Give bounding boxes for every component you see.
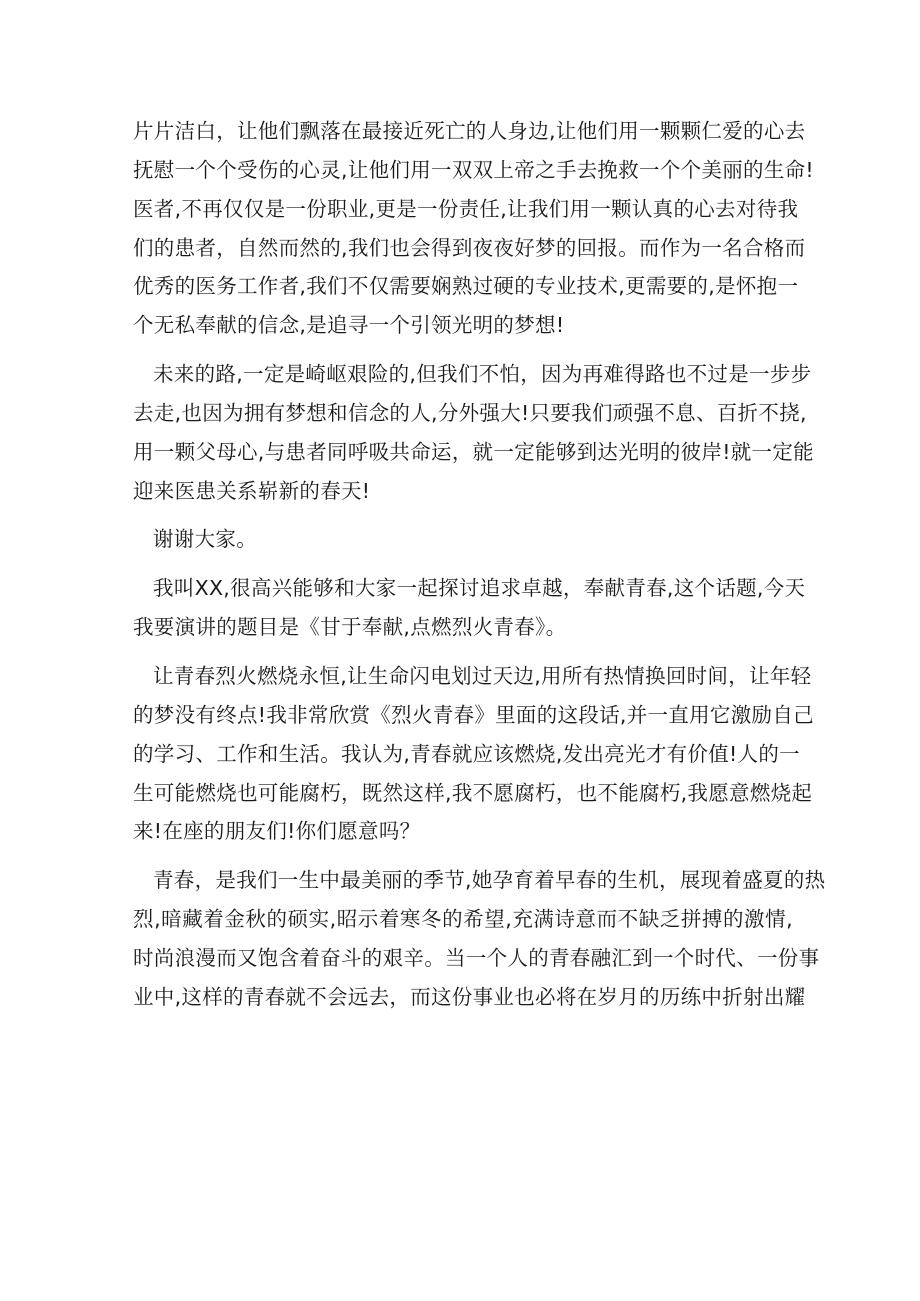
text-line: 们的患者，自然而然的,我们也会得到夜夜好梦的回报。而作为一名合格而 xyxy=(133,235,806,260)
paragraph xyxy=(133,861,826,1016)
paragraph xyxy=(133,520,793,559)
text-line: 优秀的医务工作者,我们不仅需要娴熟过硬的专业技术,更需要的,是怀抱一 xyxy=(133,274,799,299)
text-line: 的学习、工作和生活。我认为,青春就应该燃烧,发出亮光才有价值!人的一 xyxy=(133,741,800,766)
text-line: 去走,也因为拥有梦想和信念的人,分外强大!只要我们顽强不息、百折不挠, xyxy=(133,400,807,425)
text-line: 时尚浪漫而又饱含着奋斗的艰辛。当一个人的青春融汇到一个时代、一份事 xyxy=(133,945,820,970)
text-line: 生可能燃烧也可能腐朽，既然这样,我不愿腐朽，也不能腐朽,我愿意燃烧起 xyxy=(133,780,813,805)
text-line: 业中,这样的青春就不会远去，而这份事业也必将在岁月的历练中折射出耀 xyxy=(133,984,806,1009)
text-line: 让青春烈火燃烧永恒,让生命闪电划过天边,用所有热情换回时间，让年轻 xyxy=(153,663,812,688)
paragraph xyxy=(133,657,814,851)
text-line: 烈,暗藏着金秋的硕实,昭示着寒冬的希望,充满诗意而不缺乏拼搏的激情, xyxy=(133,907,793,932)
text-line: 迎来医患关系崭新的春天! xyxy=(133,478,371,503)
text-line: 医者,不再仅仅是一份职业,更是一份责任,让我们用一颗认真的心去对待我 xyxy=(133,196,799,221)
text-line: 的梦没有终点!我非常欣赏《烈火青春》里面的这段话,并一直用它激励自己 xyxy=(133,702,814,727)
paragraph xyxy=(133,569,806,647)
paragraph xyxy=(133,112,814,345)
text-line: 未来的路,一定是崎岖艰险的,但我们不怕，因为再难得路也不过是一步步 xyxy=(153,362,812,387)
text-line: 我叫XX,很高兴能够和大家一起探讨追求卓越，奉献青春,这个话题,今天 xyxy=(153,576,806,601)
text-line: 谢谢大家。 xyxy=(153,527,257,552)
text-line: 青春，是我们一生中最美丽的季节,她孕育着早春的生机，展现着盛夏的热 xyxy=(153,868,826,893)
text-line: 抚慰一个个受伤的心灵,让他们用一双双上帝之手去挽救一个个美丽的生命! xyxy=(133,157,814,182)
text-line: 来!在座的朋友们!你们愿意吗？ xyxy=(133,819,421,844)
text-line: 个无私奉献的信念,是追寻一个引领光明的梦想! xyxy=(133,313,565,338)
text-line: 我要演讲的题目是《甘于奉献,点燃烈火青春》。 xyxy=(133,615,567,640)
document-body xyxy=(133,112,826,1017)
text-line: 用一颗父母心,与患者同呼吸共命运，就一定能够到达光明的彼岸!就一定能 xyxy=(133,439,814,464)
text-line: 片片洁白，让他们飘落在最接近死亡的人身边,让他们用一颗颗仁爱的心去 xyxy=(133,119,806,143)
paragraph xyxy=(133,355,814,510)
